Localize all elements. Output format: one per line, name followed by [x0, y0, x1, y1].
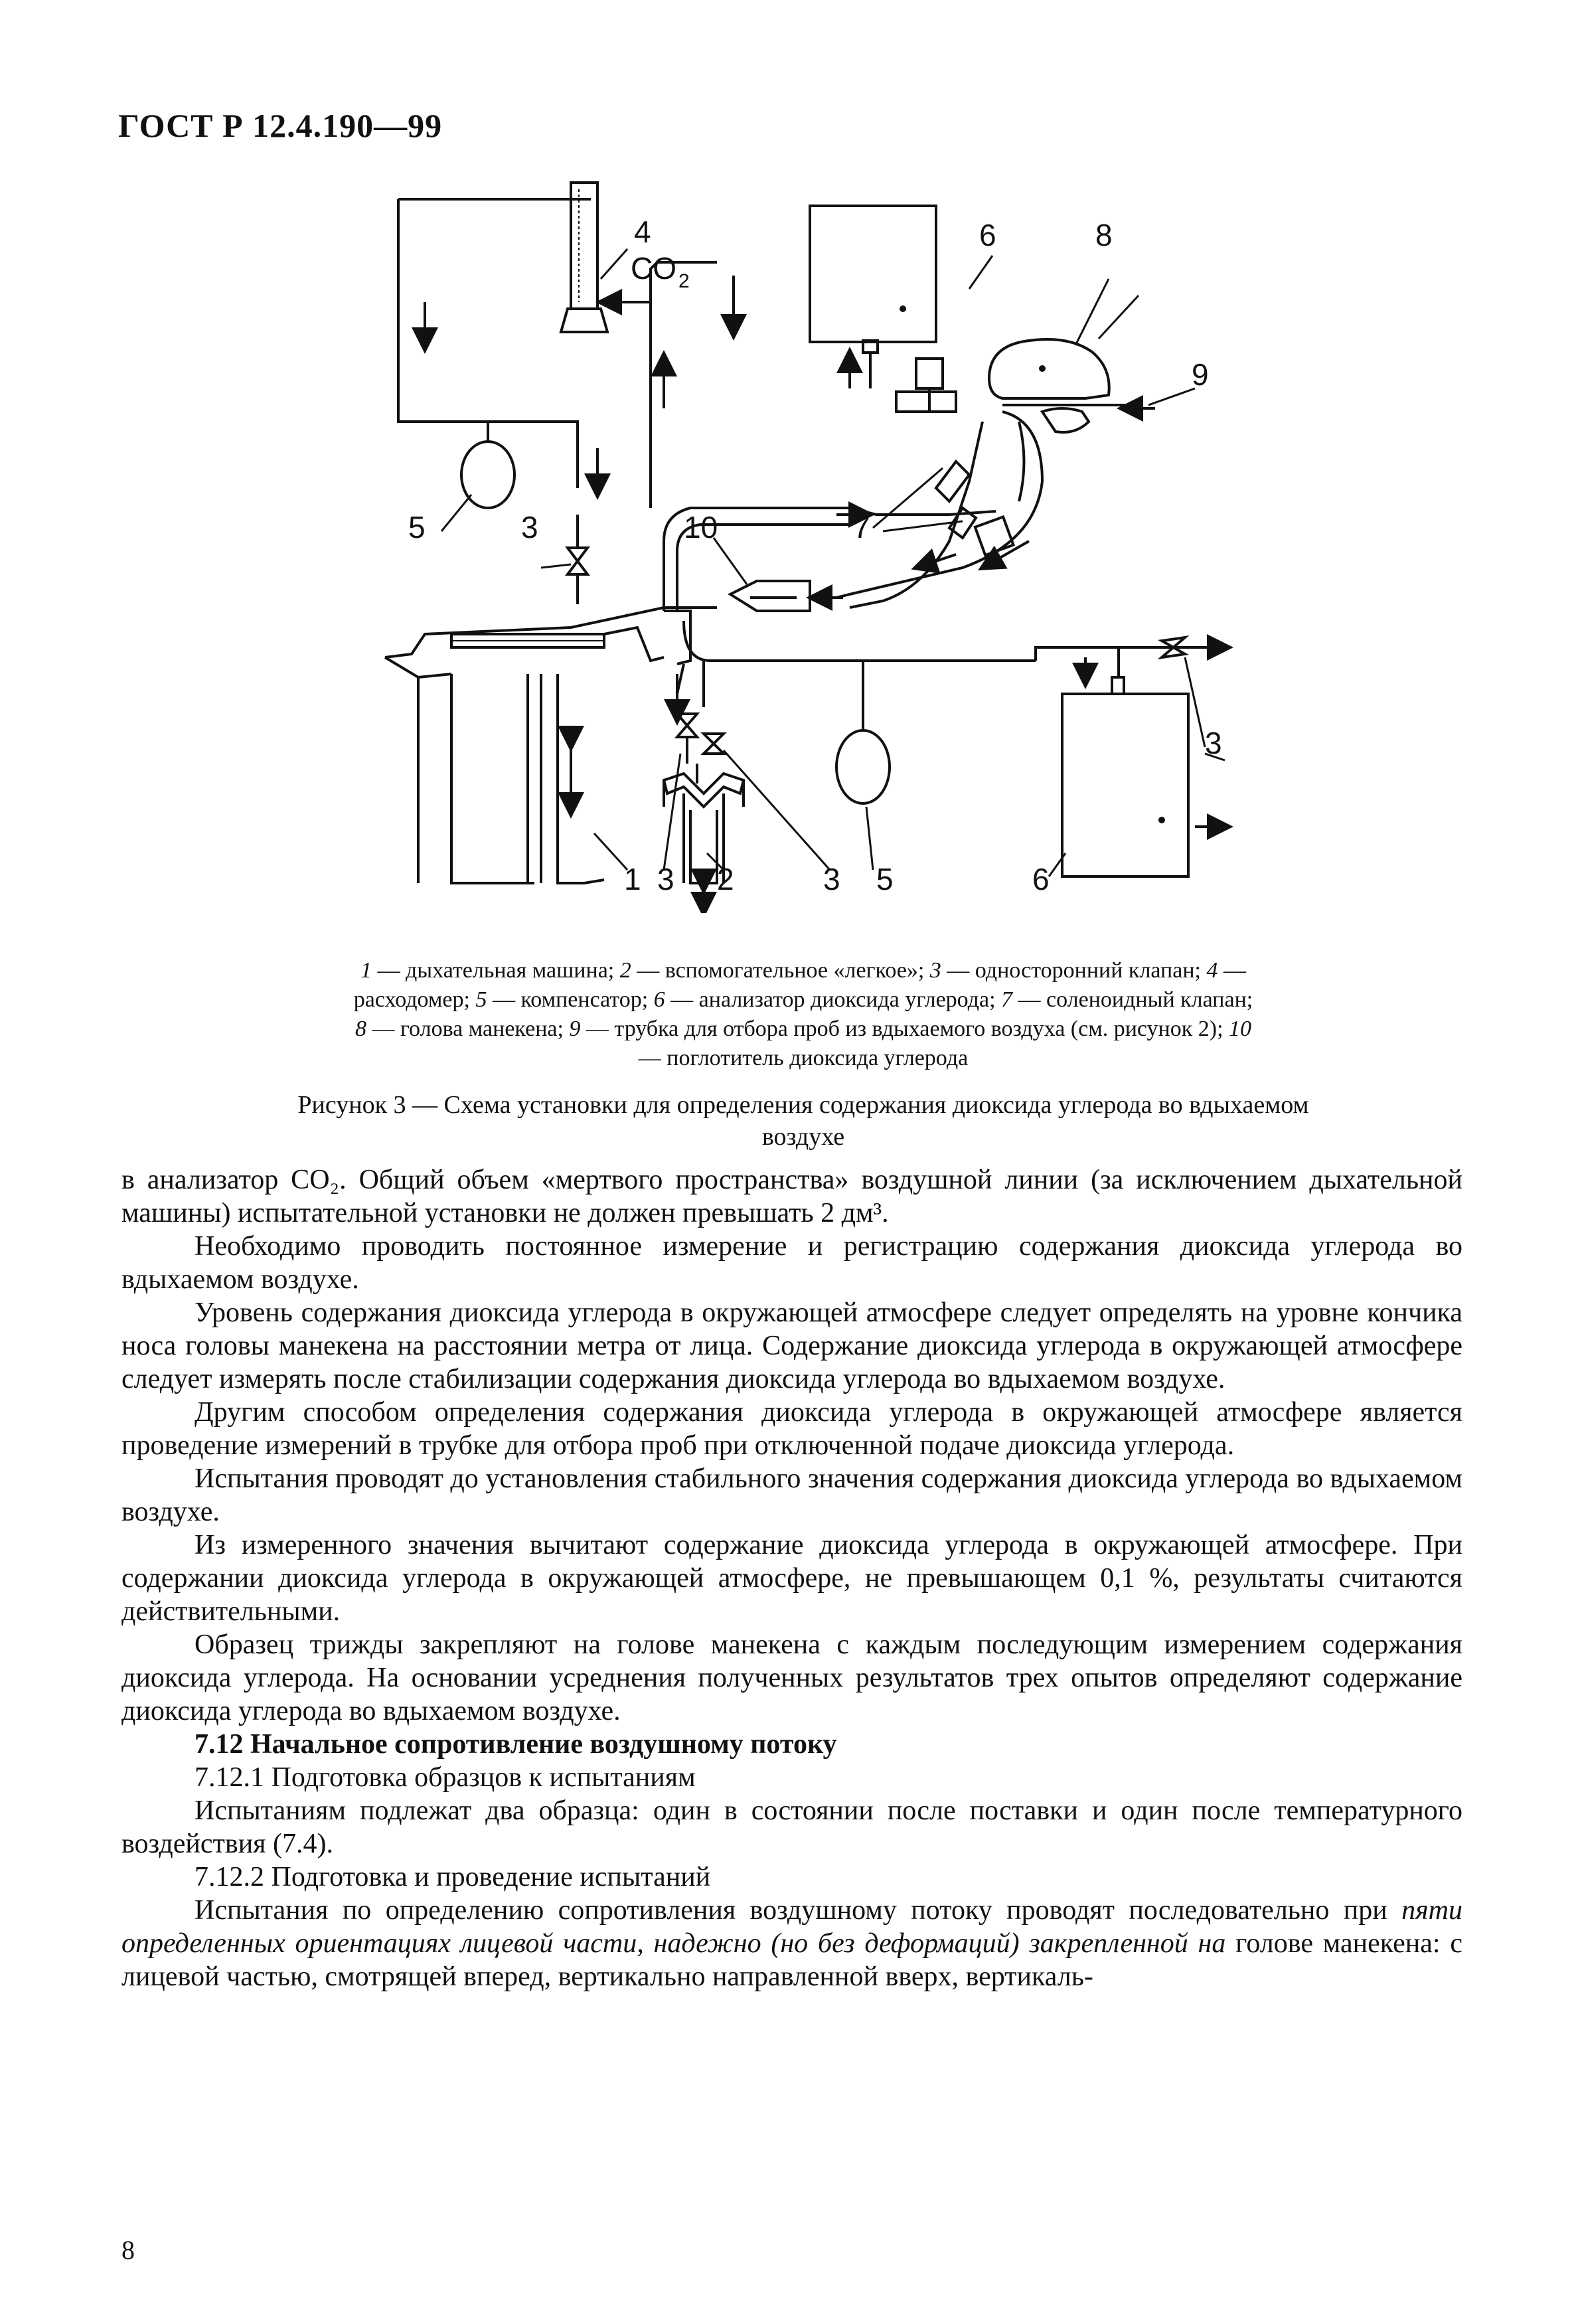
- subsection-heading-7-12-1: 7.12.1 Подготовка образцов к испытаниям: [195, 1762, 696, 1793]
- paragraph: Другим способом определения содержания диоксида углерода в окружающей атмосфере является проведение измерений в трубке для отбора проб при отключенной подаче диоксида углерода.: [121, 1397, 1462, 1461]
- subsection-heading-7-12-2: 7.12.2 Подготовка и проведение испытаний: [195, 1862, 711, 1892]
- valve-3-lower-a: [677, 714, 697, 737]
- legend-num-9: 9: [569, 1017, 581, 1041]
- label-7: 7: [853, 510, 870, 544]
- valve-3-left: [568, 548, 588, 574]
- legend-text-9: — трубка для отбора проб из вдыхаемого воздуха (см. рисунок 2);: [580, 1017, 1229, 1041]
- co2-absorber-10: [730, 581, 810, 611]
- co2-analyzer-6-lower: [1062, 694, 1188, 876]
- legend-num-1: 1: [360, 958, 372, 983]
- page-number: 8: [121, 2235, 135, 2265]
- label-3-bottom-a: 3: [657, 862, 674, 896]
- figure-3-diagram: [372, 169, 1235, 913]
- label-co2: CO: [631, 251, 676, 286]
- paragraph: Из измеренного значения вычитают содержание диоксида углерода в окружающей атмосфере. При содержании диоксида углерода в окружающей атмосфере, не превышающем 0,1 %, результаты считаются действительными.: [121, 1530, 1462, 1627]
- document-header: ГОСТ Р 12.4.190—99: [118, 107, 443, 144]
- paragraph-part: Испытания по определению сопротивления воздушному потоку проводят последовательно при: [195, 1895, 1402, 1926]
- legend-text-10: — поглотитель диоксида углерода: [638, 1046, 969, 1070]
- paragraph-part-italic: пяти определенных ориентациях лицевой части, надежно (но без деформаций) закрепленной на: [121, 1895, 1462, 1959]
- label-6-top: 6: [979, 218, 996, 252]
- label-5-left: 5: [408, 510, 426, 544]
- label-2: 2: [717, 862, 734, 896]
- legend-text-1: — дыхательная машина;: [372, 958, 620, 983]
- body-text: [121, 1163, 1462, 1993]
- paragraph-part: голове манекена: с лицевой частью, смотрящей вперед, вертикально направленной вверх, вертикаль-: [121, 1928, 1462, 1992]
- solenoid-valve-7: [916, 359, 943, 388]
- label-6-bottom: 6: [1032, 862, 1050, 896]
- legend-text-3: — односторонний клапан;: [941, 958, 1207, 983]
- figure-caption: Рисунок 3 — Схема установки для определения содержания диоксида углерода во вдыхаемом воздухе: [297, 1091, 1309, 1151]
- legend-num-6: 6: [653, 987, 665, 1012]
- legend-text-5: — компенсатор;: [487, 987, 654, 1012]
- legend-num-2: 2: [619, 958, 631, 983]
- paragraph: Испытания проводят до установления стабильного значения содержания диоксида углерода во вдыхаемом воздухе.: [121, 1463, 1462, 1527]
- label-9: 9: [1192, 357, 1209, 392]
- legend-text-4: — расходомер;: [353, 958, 1246, 1012]
- label-3-bottom-b: 3: [823, 862, 840, 896]
- compensator-5-right: [836, 730, 890, 803]
- paragraph: [121, 1894, 1462, 1993]
- label-10: 10: [684, 510, 718, 544]
- paragraph: в анализатор CO₂. Общий объем «мертвого пространства» воздушной линии (за исключением дыхательной машины) испытательной установки не должен превышать 2 дм³.: [121, 1165, 1462, 1228]
- mannequin-head-8: [989, 339, 1109, 398]
- paragraph: Необходимо проводить постоянное измерение и регистрацию содержания диоксида углерода во вдыхаемом воздухе.: [121, 1231, 1462, 1295]
- label-3-left: 3: [521, 510, 538, 544]
- paragraph: Образец трижды закрепляют на голове манекена с каждым последующим измерением содержания диоксида углерода. На основании усреднения полученных результатов трех опытов определяют содержание диоксида углерода во вдыхаемом воздухе.: [121, 1629, 1462, 1726]
- section-heading-7-12: 7.12 Начальное сопротивление воздушному потоку: [195, 1729, 837, 1760]
- legend-num-7: 7: [1001, 987, 1013, 1012]
- legend-num-5: 5: [475, 987, 487, 1012]
- legend-num-10: 10: [1229, 1017, 1252, 1041]
- legend-text-7: — соленоидный клапан;: [1012, 987, 1253, 1012]
- left-supply-loop: [398, 199, 591, 488]
- legend-text-6: — анализатор диоксида углерода;: [665, 987, 1002, 1012]
- label-1: 1: [624, 862, 641, 896]
- figure-legend: [352, 956, 1255, 1073]
- legend-text-8: — голова манекена;: [366, 1017, 570, 1041]
- legend-num-8: 8: [354, 1017, 366, 1041]
- paragraph: Испытаниям подлежат два образца: один в состоянии после поставки и один после температурного воздействия (7.4).: [121, 1795, 1462, 1859]
- breathing-machine-1: [385, 608, 717, 677]
- label-5-right: 5: [876, 862, 894, 896]
- legend-num-4: 4: [1206, 958, 1218, 983]
- legend-num-3: 3: [929, 958, 941, 983]
- legend-text-2: — вспомогательное «легкое»;: [631, 958, 930, 983]
- label-co2-sub: 2: [678, 270, 690, 292]
- label-3-right: 3: [1205, 726, 1222, 760]
- co2-analyzer-6-top: [810, 206, 936, 342]
- label-8: 8: [1095, 218, 1113, 252]
- paragraph: Уровень содержания диоксида углерода в окружающей атмосфере следует определять на уровне кончика носа головы манекена на расстоянии метра от лица. Содержание диоксида углерода в окружающей атмосфере следует измерять после стабилизации содержания диоксида углерода во вдыхаемом воздухе.: [121, 1297, 1462, 1394]
- valve-3-lower-b: [704, 734, 724, 754]
- label-4: 4: [634, 214, 651, 249]
